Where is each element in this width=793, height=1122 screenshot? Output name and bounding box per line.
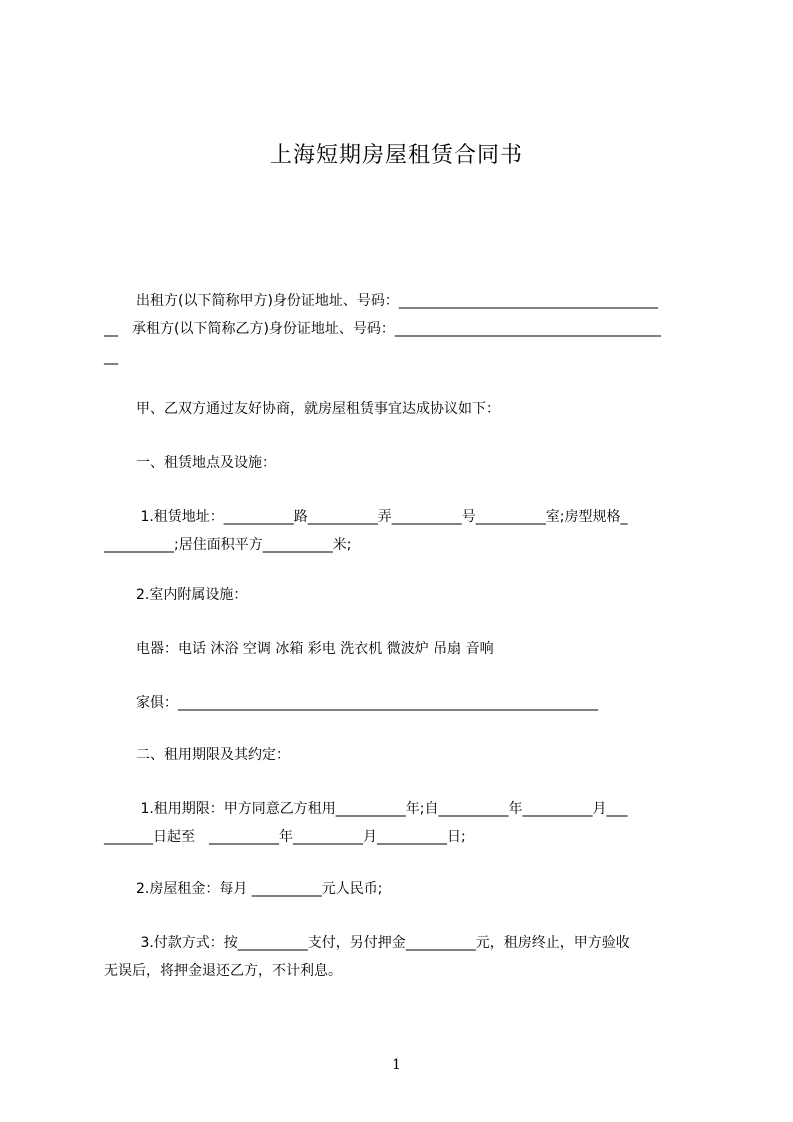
- lessor-id-line: 出租方(以下简称甲方)身份证地址、号码：_____________________________________: [136, 293, 658, 309]
- lessee-id-continuation: __: [104, 349, 118, 365]
- section-two-heading: 二、租用期限及其约定：: [136, 747, 290, 763]
- contract-title: 上海短期房屋租赁合同书: [269, 143, 523, 168]
- appliances-line: 电器：电话 沐浴 空调 冰箱 彩电 洗衣机 微波炉 吊扇 音响: [136, 641, 494, 657]
- agreement-intro: 甲、乙双方通过友好协商，就房屋租赁事宜达成协议如下：: [136, 401, 500, 417]
- section-one-heading: 一、租赁地点及设施：: [136, 455, 276, 471]
- rental-address-line: 1.租赁地址：__________路__________弄__________号__________室;房型规格_: [136, 509, 628, 525]
- facilities-heading: 2.室内附属设施：: [136, 587, 248, 603]
- furniture-line: 家俱：____________________________________________________________: [136, 695, 598, 711]
- deposit-refund-line: 无误后，将押金退还乙方，不计利息。: [104, 963, 342, 979]
- rental-term-line: 1.租用期限：甲方同意乙方租用__________年;自__________年__________月___: [136, 801, 628, 817]
- payment-method-line: 3.付款方式：按__________支付，另付押金__________元，租房终止，甲方验收: [136, 935, 630, 951]
- page-number: 1: [392, 1057, 401, 1073]
- lessee-id-line: __ 承租方(以下简称乙方)身份证地址、号码：______________________________________: [104, 321, 661, 337]
- monthly-rent-line: 2.房屋租金：每月 __________元人民币;: [136, 881, 383, 897]
- rental-term-dates: _______日起至 __________年__________月__________日;: [104, 829, 466, 845]
- rental-area-line: __________;居住面积平方__________米;: [104, 537, 352, 553]
